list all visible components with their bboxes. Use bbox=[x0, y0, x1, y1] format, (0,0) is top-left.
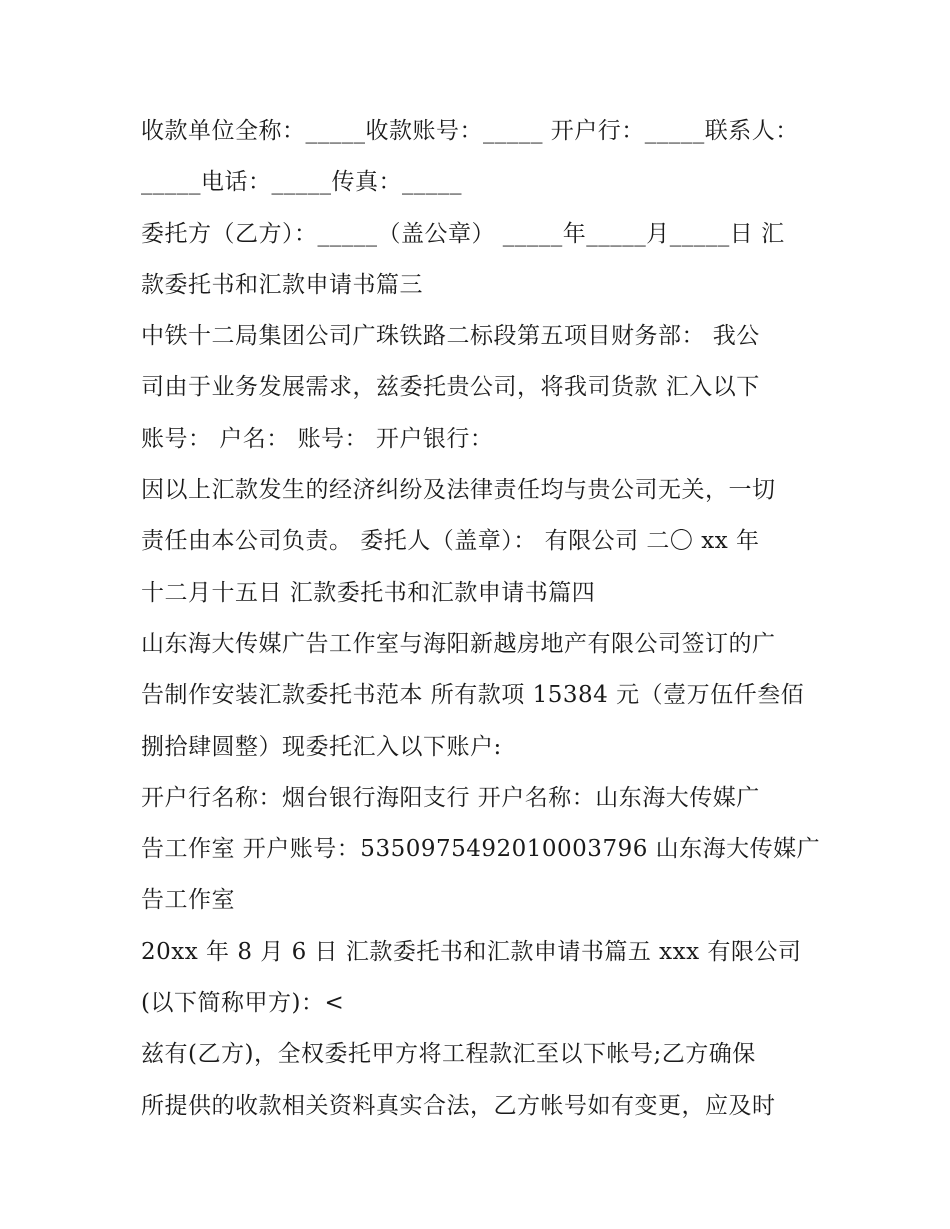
text-line: 中铁十二局集团公司广珠铁路二标段第五项目财务部： 我公 bbox=[141, 323, 760, 350]
text-line: (以下简称甲方)：< bbox=[141, 990, 345, 1017]
text-line: 告工作室 开户账号：5350975492010003796 山东海大传媒广 bbox=[141, 836, 821, 863]
text-line: 山东海大传媒广告工作室与海阳新越房地产有限公司签订的广 bbox=[141, 630, 776, 657]
text-line: 责任由本公司负责。 委托人（盖章）： 有限公司 二〇 xx 年 bbox=[141, 528, 760, 555]
text-line: _____电话：_____传真：_____ bbox=[141, 169, 462, 196]
text-line: 款委托书和汇款申请书篇三 bbox=[141, 271, 423, 298]
text-line: 开户行名称：烟台银行海阳支行 开户名称：山东海大传媒广 bbox=[141, 784, 760, 811]
text-line: 20xx 年 8 月 6 日 汇款委托书和汇款申请书篇五 xxx 有限公司 bbox=[141, 938, 802, 965]
text-line: 委托方（乙方）：_____（盖公章） _____年_____月_____日 汇 bbox=[141, 220, 785, 247]
text-line: 司由于业务发展需求，兹委托贵公司，将我司货款 汇入以下 bbox=[141, 374, 760, 401]
text-line: 兹有(乙方)，全权委托甲方将工程款汇至以下帐号;乙方确保 bbox=[141, 1041, 756, 1068]
text-line: 告制作安装汇款委托书范本 所有款项 15384 元（壹万伍仟叁佰 bbox=[141, 682, 805, 709]
text-line: 所提供的收款相关资料真实合法，乙方帐号如有变更，应及时 bbox=[141, 1092, 776, 1119]
text-line: 因以上汇款发生的经济纠纷及法律责任均与贵公司无关，一切 bbox=[141, 477, 776, 504]
text-line: 十二月十五日 汇款委托书和汇款申请书篇四 bbox=[141, 579, 596, 606]
text-line: 捌拾肆圆整）现委托汇入以下账户: bbox=[141, 733, 502, 760]
document-body bbox=[141, 106, 831, 1132]
text-line: 收款单位全称：_____收款账号：_____ 开户行：_____联系人： bbox=[141, 118, 799, 144]
text-line: 告工作室 bbox=[141, 887, 235, 914]
text-line: 账号： 户名： 账号： 开户银行： bbox=[141, 425, 494, 452]
